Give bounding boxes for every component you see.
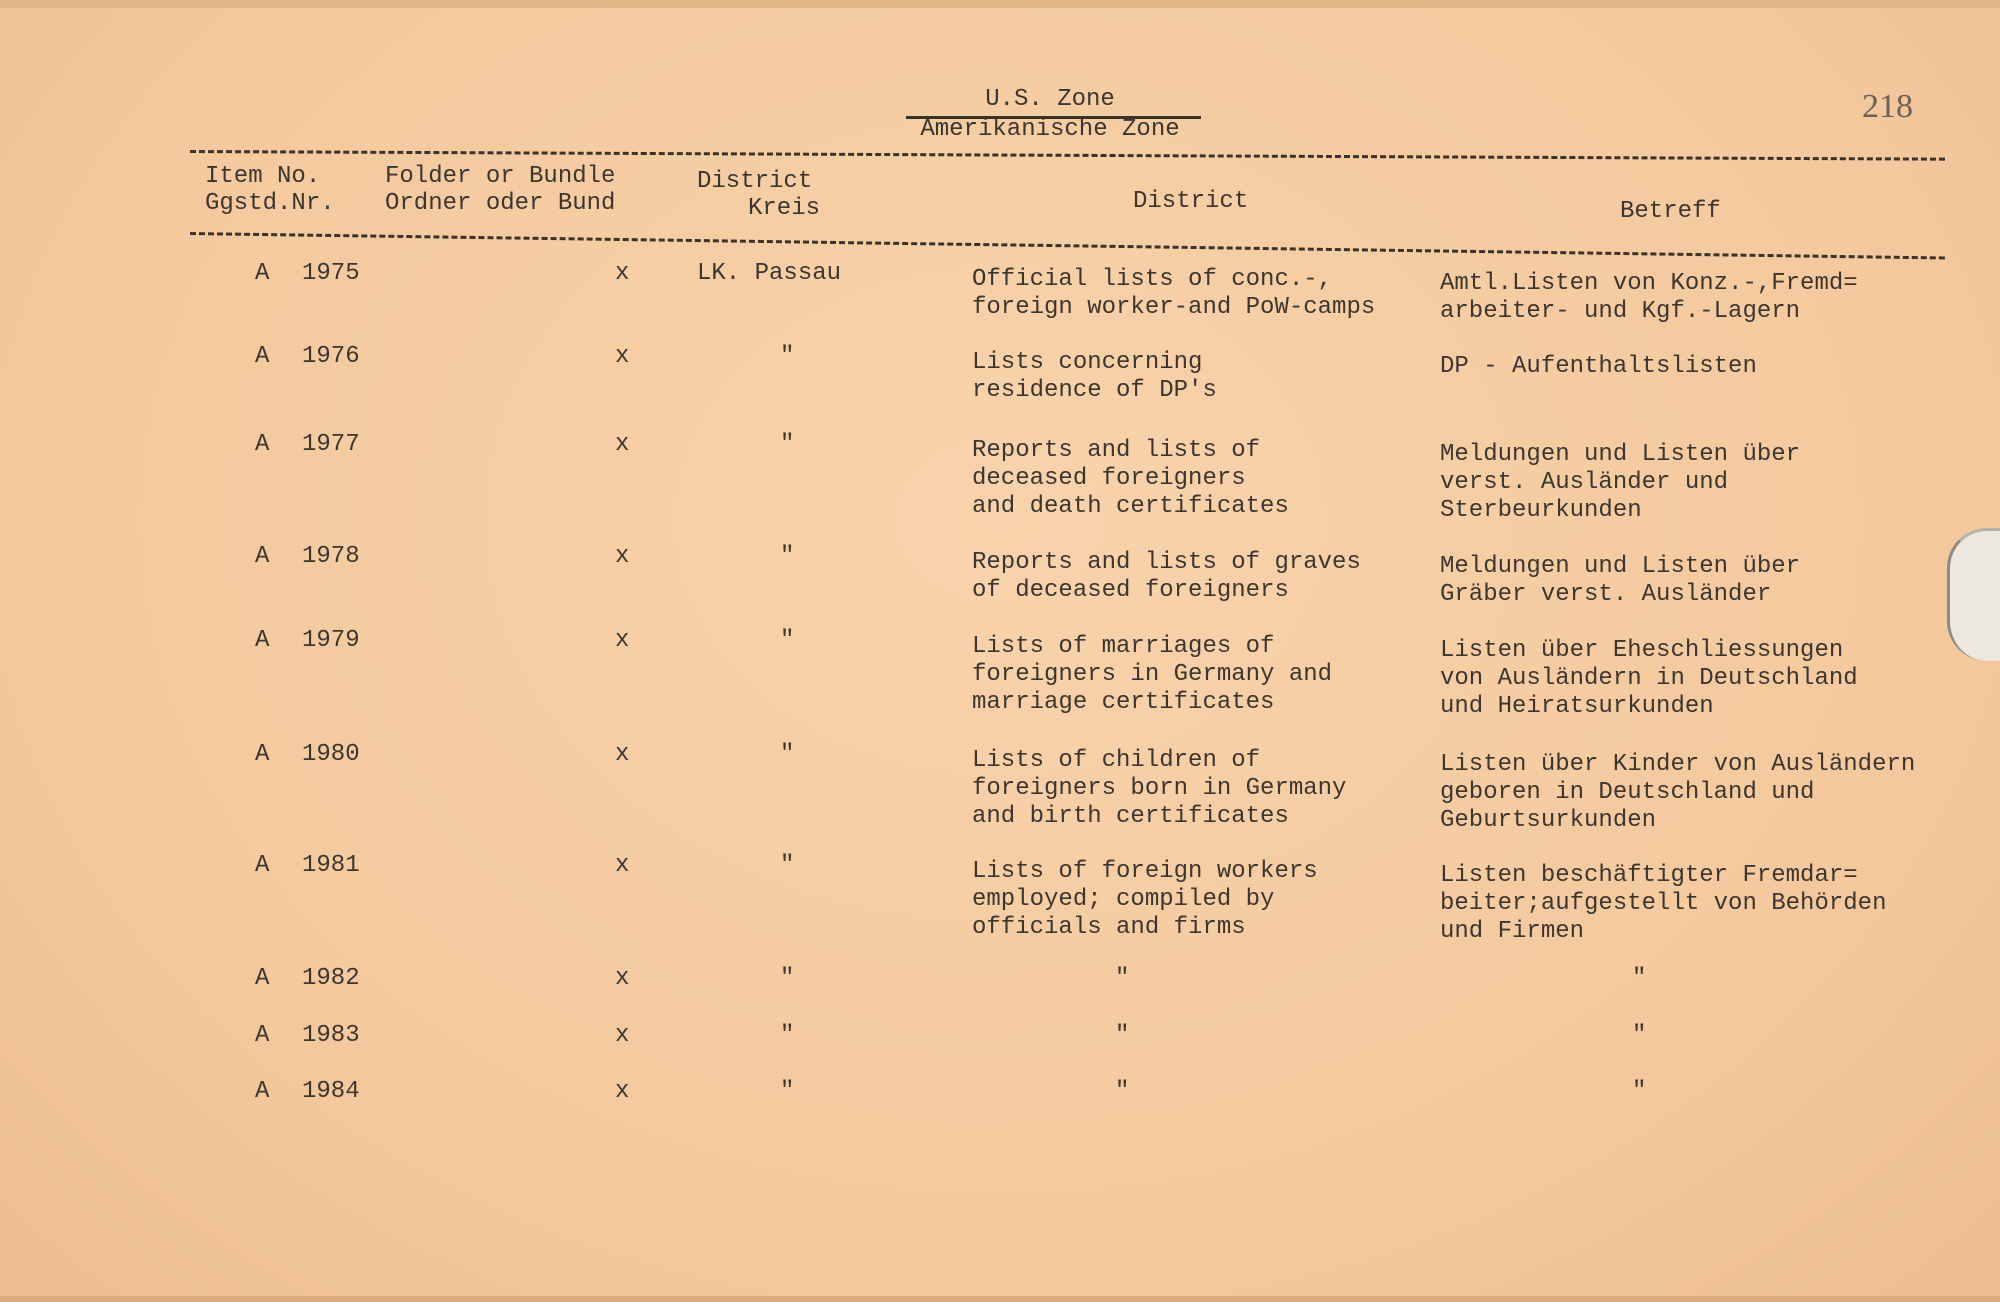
item-number: 1981: [302, 852, 360, 879]
betreff-description: ": [1632, 965, 1647, 992]
item-prefix: A: [255, 965, 270, 992]
item-number: 1983: [302, 1022, 360, 1049]
district-description: Reports and lists of graves of deceased foreigners: [972, 549, 1361, 604]
item-prefix: A: [255, 543, 270, 570]
district-kreis: ": [780, 965, 795, 992]
col-kreis-de: Kreis: [748, 195, 821, 222]
district-kreis: ": [780, 852, 795, 879]
district-description: Lists of children of foreigners born in Germany and birth certificates: [972, 747, 1347, 830]
item-prefix: A: [255, 741, 270, 768]
zone-title-de: Amerikanische Zone: [920, 116, 1180, 143]
folder-mark: x: [615, 431, 630, 458]
item-prefix: A: [255, 343, 270, 370]
item-prefix: A: [255, 431, 270, 458]
folder-mark: x: [615, 741, 630, 768]
page-number: 218: [1862, 88, 1913, 125]
district-description: Lists of foreign workers employed; compiled by officials and firms: [972, 858, 1318, 941]
district-description: Lists of marriages of foreigners in Germany and marriage certificates: [972, 633, 1333, 716]
item-number: 1978: [302, 543, 360, 570]
folder-mark: x: [615, 627, 630, 654]
col-betreff: Betreff: [1620, 198, 1721, 225]
folder-mark: x: [615, 852, 630, 879]
district-kreis: LK. Passau: [697, 260, 842, 287]
betreff-description: Meldungen und Listen über Gräber verst. Ausländer: [1440, 553, 1801, 608]
district-description: Lists concerning residence of DP's: [972, 349, 1217, 404]
betreff-description: Listen über Kinder von Ausländern geboren in Deutschland und Geburtsurkunden: [1440, 751, 1916, 834]
district-kreis: ": [780, 741, 795, 768]
betreff-description: ": [1632, 1078, 1647, 1105]
district-description: ": [1115, 1022, 1130, 1049]
item-number: 1976: [302, 343, 360, 370]
paper-clip: [1947, 528, 2000, 661]
item-number: 1975: [302, 260, 360, 287]
col-kreis-en: District: [697, 168, 813, 195]
zone-title-en: U.S. Zone: [985, 86, 1115, 113]
betreff-description: ": [1632, 1022, 1647, 1049]
betreff-description: DP - Aufenthaltslisten: [1440, 353, 1757, 380]
folder-mark: x: [615, 260, 630, 287]
col-folder-en: Folder or Bundle: [385, 163, 616, 190]
folder-mark: x: [615, 543, 630, 570]
district-kreis: ": [780, 343, 795, 370]
betreff-description: Listen beschäftigter Fremdar= beiter;aufgestellt von Behörden und Firmen: [1440, 862, 1887, 945]
col-item-en: Item No.: [205, 163, 321, 190]
item-prefix: A: [255, 852, 270, 879]
folder-mark: x: [615, 343, 630, 370]
item-number: 1984: [302, 1078, 360, 1105]
district-kreis: ": [780, 627, 795, 654]
item-number: 1977: [302, 431, 360, 458]
item-number: 1982: [302, 965, 360, 992]
district-kreis: ": [780, 543, 795, 570]
betreff-description: Listen über Eheschliessungen von Ausländern in Deutschland und Heiratsurkunden: [1440, 637, 1858, 720]
betreff-description: Amtl.Listen von Konz.-,Fremd= arbeiter- und Kgf.-Lagern: [1440, 270, 1858, 325]
folder-mark: x: [615, 965, 630, 992]
district-description: Reports and lists of deceased foreigners and death certificates: [972, 437, 1289, 520]
page-edge-top: [0, 0, 2000, 8]
col-item-de: Ggstd.Nr.: [205, 190, 335, 217]
item-prefix: A: [255, 260, 270, 287]
item-prefix: A: [255, 627, 270, 654]
item-number: 1979: [302, 627, 360, 654]
item-number: 1980: [302, 741, 360, 768]
district-kreis: ": [780, 431, 795, 458]
item-prefix: A: [255, 1022, 270, 1049]
district-description: ": [1115, 1078, 1130, 1105]
district-kreis: ": [780, 1022, 795, 1049]
district-kreis: ": [780, 1078, 795, 1105]
header-rule-bottom: [190, 232, 1945, 260]
district-description: Official lists of conc.-, foreign worker-and PoW-camps: [972, 266, 1376, 321]
header-rule-top: [190, 150, 1945, 161]
page-edge-bottom: [0, 1296, 2000, 1302]
item-prefix: A: [255, 1078, 270, 1105]
folder-mark: x: [615, 1022, 630, 1049]
betreff-description: Meldungen und Listen über verst. Ausländer und Sterbeurkunden: [1440, 441, 1801, 524]
folder-mark: x: [615, 1078, 630, 1105]
col-folder-de: Ordner oder Bund: [385, 190, 616, 217]
col-district: District: [1133, 188, 1249, 215]
district-description: ": [1115, 965, 1130, 992]
